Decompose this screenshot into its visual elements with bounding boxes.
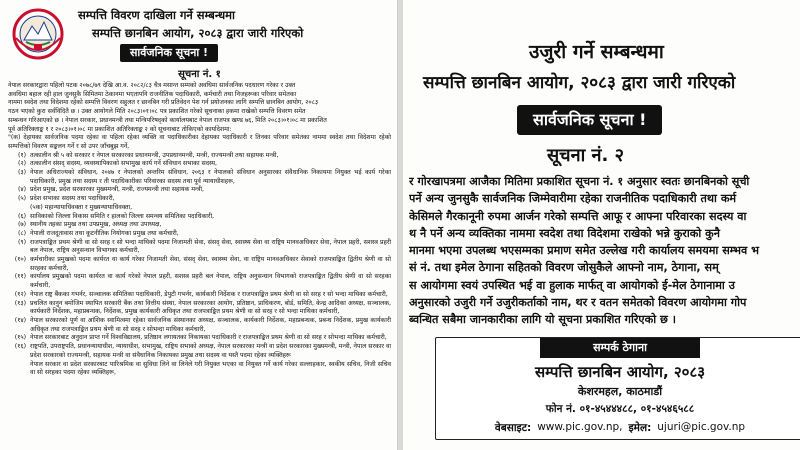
left-notice-list-item	[8, 239, 391, 256]
left-notice-list-item	[8, 160, 391, 169]
list-item-number: (१४)	[14, 316, 26, 324]
left-notice-list-item	[8, 361, 391, 378]
right-notice-title-1: उजुरी गर्ने सम्बन्धमा	[529, 41, 664, 63]
list-item-number: (९)	[17, 238, 26, 246]
left-notice-list-item	[8, 343, 391, 360]
left-notice-intro-line: नाममा स्वदेश तथा विदेशमा रहेको सम्पत्ति विवरण सहुलत र छानबिन गरी प्रतिवेदन पेश गर्न प्रयोजनका लागि सम्पत्ति छानबिन आयोग, २०८३	[8, 99, 319, 107]
left-notice-list	[8, 152, 391, 378]
list-item-number: (१०)	[14, 256, 26, 264]
list-item-text: कार्यालय प्रमुखको पदमा कार्यरत वा कार्य गरेको नेपाल प्रहरी, सशस्त्र प्रहरी बल नेपाल, राष्ट्रिय अनुसन्धान विभागको राजपत्राङ्कित द्वितीय श्रेणी वा सो सरहका कर्मचारी,	[30, 273, 391, 290]
left-notice-list-item	[8, 273, 391, 290]
contact-email[interactable]: ujuri@pic.gov.np	[657, 420, 746, 433]
left-notice-list-item	[8, 213, 391, 222]
left-notice-list-item	[8, 204, 391, 213]
contact-box	[435, 337, 800, 440]
list-item-text: नेपाल सरकार वा प्रदेश सरकारबाट पारिश्रमिक वा सुविधा लिने वा लिनेले गरी नियुक्त भएका वा नियुक्त गर्ने कार्य गरेका सल्लाहकार, स्वकीय सचिव, निजी सचिव वा सो सरहका पदमा रहेका व्यक्तिहरू,	[30, 360, 391, 377]
right-notice-number: सूचना नं. २	[547, 145, 624, 166]
list-item-text: तत्कालीन श्री ५ को सरकार र नेपाल सरकारका प्रधानमन्त्री, उपप्रधानमन्त्री, मन्त्री, राज्यमन्त्री तथा सहायक मन्त्री,	[30, 151, 279, 159]
left-notice-title-2: सम्पत्ति छानबिन आयोग, २०८३ द्वारा जारी गरिएको	[92, 26, 304, 40]
right-notice-body-line: स आयोगमा स्वयं उपस्थित भई वा हुलाक मार्फत् वा आयोगको ई-मेल ठेगानामा उ	[409, 278, 735, 292]
left-notice-number: सूचना नं. १	[178, 69, 221, 80]
list-item-text: प्रदेश प्रमुख, प्रदेश सरकारका मुख्यमन्त्री, मन्त्री, राज्यमन्त्री तथा सहायक मन्त्री,	[30, 186, 204, 194]
left-notice-list-item	[8, 221, 391, 230]
left-notice-body	[8, 82, 391, 378]
contact-email-label: इमेल:	[628, 421, 652, 434]
list-item-number: (१३)	[14, 299, 26, 307]
list-item-number: (३)	[17, 169, 26, 177]
list-item-text: नेपाल सरकारको पूर्ण वा आंशिक स्वामित्वमा रहेका सार्वजनिक संस्थानका अध्यक्ष, सञ्चालक, कार्यकारी निर्देशक, महाप्रबन्धक, प्रबन्ध निर्देशक, प्रमुख कार्यकारी अधिकृत तथा राजपत्राङ्कित प्रथम श्रेणी वा सो सरह र सोभन्दा माथिका कर्मचारी,	[30, 316, 391, 333]
list-item-number: (१)	[17, 151, 26, 159]
list-item-number: (१५)	[14, 334, 26, 342]
left-notice-list-item	[8, 186, 391, 195]
list-item-text: सावि‍काको जिल्ला विकास समिति र हालको जिल्ला समन्वय समितिका पदाधिकारी,	[30, 212, 214, 220]
contact-phone-label: फोन नं.	[545, 402, 576, 415]
left-notice-list-item	[8, 169, 391, 186]
contact-organization: सम्पत्ति छानबिन आयोग, २०८३	[534, 362, 706, 381]
list-item-text: राष्ट्रपति, उपराष्ट्रपति, प्रधानन्यायाधीश, न्यायाधीश, सभामुख, राष्ट्रिय सभाको अध्यक्ष, नेपाल सरकारका मन्त्री वा प्रदेश सरकारका मुख्यमन्त्री, मन्त्री, नेपाल सरकार वा प्रदेश सरकारको राज्यमन्त्री, सहायक मन्त्री वा संवैधानिक निकायका प्रमुख तथा सदस्य वा यस्तै पदमा रहेका व्यक्तिहरू	[30, 343, 391, 359]
list-item-number: (११)	[14, 273, 26, 281]
right-notice-body-line: र गोरखापत्रमा आजैका मितिमा प्रकाशित सूचना नं. १ अनुसार स्वतः छानबिनको सूची	[409, 175, 750, 188]
contact-website-label: वेबसाइट:	[494, 421, 532, 434]
contact-phone-number: ०१-४५४४४८८, ०१-४५४६५८८	[579, 402, 695, 415]
right-notice-body-line: केसिमले गैरकानूनी रुपमा आर्जन गरेको सम्पत्ति आफू र आफ्ना परिवारका सदस्य वा	[409, 209, 747, 223]
right-notice-body-line: पर्ने अन्य जुनसुकै सार्वजनिक जिम्मेवारीमा रहेका राजनीतिक पदाधिकारी तथा कर्म	[409, 192, 737, 206]
right-notice-body-line: ब्वन्धित सबैमा जानकारीका लागि यो सूचना प्रकाशित गरिएको छ ।	[409, 313, 676, 327]
right-notice	[403, 0, 800, 450]
right-notice-body-line: थ नै पर्ने अन्य व्यक्तिका नाममा स्वदेश तथा विदेशमा राखेको भन्ने कुराको कुनै	[409, 226, 720, 240]
list-item-text: नेपाल अधिराज्यको संविधान, २०४७ र नेपालको अन्तरिम संविधान, २०६३ र नेपालको संविधान अनुसारका संवैधानिक निकायमा नियुक्त भई कार्य गरेका पदाधिकारी, प्रमुख तथा सदस्य र ती पदाधिकारीका परिवारका सदस्य तथा पूर्व न्यायाधीशहरू,	[30, 169, 391, 185]
list-item-number	[8, 204, 28, 213]
right-notice-body-line: मानमा भएमा उपलब्ध भएसम्मका प्रमाण समेत उल्लेख गरी कार्यालय समयमा सम्भव भ	[409, 244, 759, 258]
left-notice	[0, 0, 398, 450]
right-notice-title-2: सम्पत्ति छानबिन आयोग, २०८३ द्वारा जारी गरिएको	[423, 73, 736, 93]
left-notice-header	[8, 4, 391, 64]
list-item-text: राजपत्राङ्कित प्रथम श्रेणी वा सो सरह र सो भन्दा माथिको पदमा निजामती सेवा, संसद् सेवा, स्वास्थ्य सेवा वा राष्ट्रिय मानवअधिकार सेवा, नेपाल प्रहरी, सशस्त्र प्रहरी बल नेपाल, राष्ट्रिय अनुसन्धान विभागका कर्मचारी,	[30, 238, 391, 255]
left-notice-list-item	[8, 256, 391, 273]
list-item-text: प्रचलित कानुन बमोजिम स्थापित सरकारी बैंक तथा वित्तीय संस्था, नेपाल सरकारका आयोग, प्रतिष्ठान, प्राधिकरण, बोर्ड, समिति, केन्द्र आदिका अध्यक्ष, सञ्चालक, कार्यकारी निर्देशक, महाप्रबन्धक, निर्देशक, प्रमुख कार्यकारी अधिकृत तथा राजपत्राङ्कित प्रथम श्रेणी वा सो सरह र सो भन्दा माथिका कर्मचारी,	[30, 299, 391, 316]
list-item-text: कर्मचारीका प्रमुखको पदमा कार्यरत वा कार्य गरेका निजामती सेवा, संसद् सेवा, स्वास्थ्य सेवा, वा राष्ट्रिय मानवअधिकार सेवाको राजपत्राङ्कित द्वितीय श्रेणी वा सो सरहका कर्मचारी,	[30, 256, 391, 272]
list-item-number: (७)	[17, 221, 26, 229]
nepal-government-emblem-icon	[10, 8, 66, 60]
list-item-text: स्थानीय तहका प्रमुख तथा उपप्रमुख, अध्यक्ष तथा उपाध्यक्ष,	[30, 221, 162, 229]
list-item-number: (१२)	[14, 290, 26, 298]
list-item-number: (६)	[17, 212, 26, 220]
left-notice-intro-line: अवधिमा बहाल रही हाल जुनसुकै सिमितमा ठेकानमा भएतापनि राजनीतिक पदाधिकारी, कर्मचारी तथा निजहरूका परिवार समेतका	[8, 90, 297, 98]
left-notice-title-1: सम्पत्ति विवरण दाखिला गर्ने सम्बन्धमा	[78, 8, 235, 22]
left-notice-intro-line: पूर्व अतिरिक्ताङ्क १ र २०८३।०१।०८ मा प्रकाशित अतिरिक्ताङ्क २ को सूचनाबाट तोकिएको कार्यादेशमा:	[8, 125, 232, 133]
list-item-text: नेपाल सरकारबाट अनुदान प्राप्त गर्ने विश्वविद्यालय, प्रतिष्ठान लगायतका निकायका पदाधिकारी र राजपत्राङ्कित प्रथम श्रेणी वा सो सरह र सोभन्दा माथिका कर्मचारी,	[30, 334, 387, 342]
left-notice-intro-line: नेपाल सरकारद्वारा पहिलो पटक २०७८/७९ देखि आ.व. २०८२/८३ चैत्र मसान्त सम्मको अवधिमा सार्वजनिक पदधारण गरेका र उक्त	[8, 82, 296, 89]
contact-address: केशरमहल, काठमाडौं	[577, 384, 663, 398]
left-notice-list-item	[8, 317, 391, 334]
left-notice-badge: सार्वजनिक सूचना !	[120, 44, 218, 62]
list-item-text: प्रदेश सभाका सदस्य तथा पदाधिकारी,	[30, 195, 115, 203]
left-notice-list-item	[8, 300, 391, 317]
right-notice-body-line: सं नं. तथा इमेल ठेगाना सहितको विवरण जोसुकैले आफ्नो नाम, ठेगाना, सम्	[409, 261, 719, 275]
contact-heading: सम्पर्क ठेगाना	[540, 338, 700, 358]
left-notice-clause: "(क) देहायका सार्वजनिक पदमा रहेका वा पहिला रहेका व्यक्ति वा पदाधिकारीका देहायका पदाधिकारी र तिनका परिवार समेतका नाममा स्वदेश तथा विदेशमा रहेको सम्पत्तिको विवरण सङ्कलन गर्ने र सो उपर जाँचबुझ गर्ने,	[8, 134, 391, 150]
list-item-number: (२)	[17, 160, 26, 168]
right-notice-badge: सार्वजनिक सूचना !	[517, 105, 662, 135]
right-notice-body-line: अनुसारको उजुरी गर्ने उजुरीकर्ताको नाम, थर र वतन समेतको विवरण आयोगमा गोप	[409, 296, 747, 310]
list-item-text: तत्कालीन संसद् सदस्य, व्यवस्थापिकाको सभामुख कार्य गर्ने संविधान सभाका सदस्य,	[30, 160, 217, 168]
left-notice-list-item	[8, 195, 391, 204]
list-item-number: (५)	[17, 195, 26, 203]
right-notice-body	[409, 173, 800, 329]
list-item-text: नेपाली राजदूतावास तथा कूटनीतिक नियोगका प्रमुख तथा कर्मचारी,	[30, 229, 179, 237]
list-item-number: (१६)	[14, 343, 26, 351]
contact-website[interactable]: www.pic.gov.np,	[537, 420, 623, 433]
left-notice-list-item	[8, 230, 391, 239]
list-item-text: नेपाल राष्ट्र बैंकका गभर्नर, सञ्चालक समितिका पदाधिकारी, डेपुटी गभर्नर, कार्यकारी निर्देशक र राजपत्राङ्कित प्रथम श्रेणी वा सो सरह र सो भन्दा माथिका कर्मचारी,	[30, 290, 388, 298]
list-item-number	[8, 361, 28, 378]
left-notice-list-item	[8, 291, 391, 300]
list-item-number: (४)	[17, 186, 26, 194]
list-item-text: (५क) महान्यायाधिवक्ता र मुख्यन्यायाधिवक्ता,	[30, 203, 133, 211]
contact-phone	[436, 402, 800, 416]
left-notice-intro-line: गठन भएको कुरा सर्वविदितै छ । उक्त आयोगले मिति २०८३।०१।०८ पत्र प्रकाशित गरेको सूचनाका हकमा राखेको सम्पत्ति विवरण समेत	[8, 108, 306, 116]
left-notice-list-item	[8, 334, 391, 343]
contact-web	[436, 421, 800, 435]
left-notice-intro-line: सम्बन्धन गरिआएको छ । नेपाल सरकार, प्रधानमन्त्री तथा मन्त्रिपरिषद्को कार्यालयबाट नेपाल राजपत्र खण्ड ७६, मिति २०८३।०१।०८ मा प्रकाशित	[8, 116, 327, 124]
list-item-number: (८)	[17, 229, 26, 237]
